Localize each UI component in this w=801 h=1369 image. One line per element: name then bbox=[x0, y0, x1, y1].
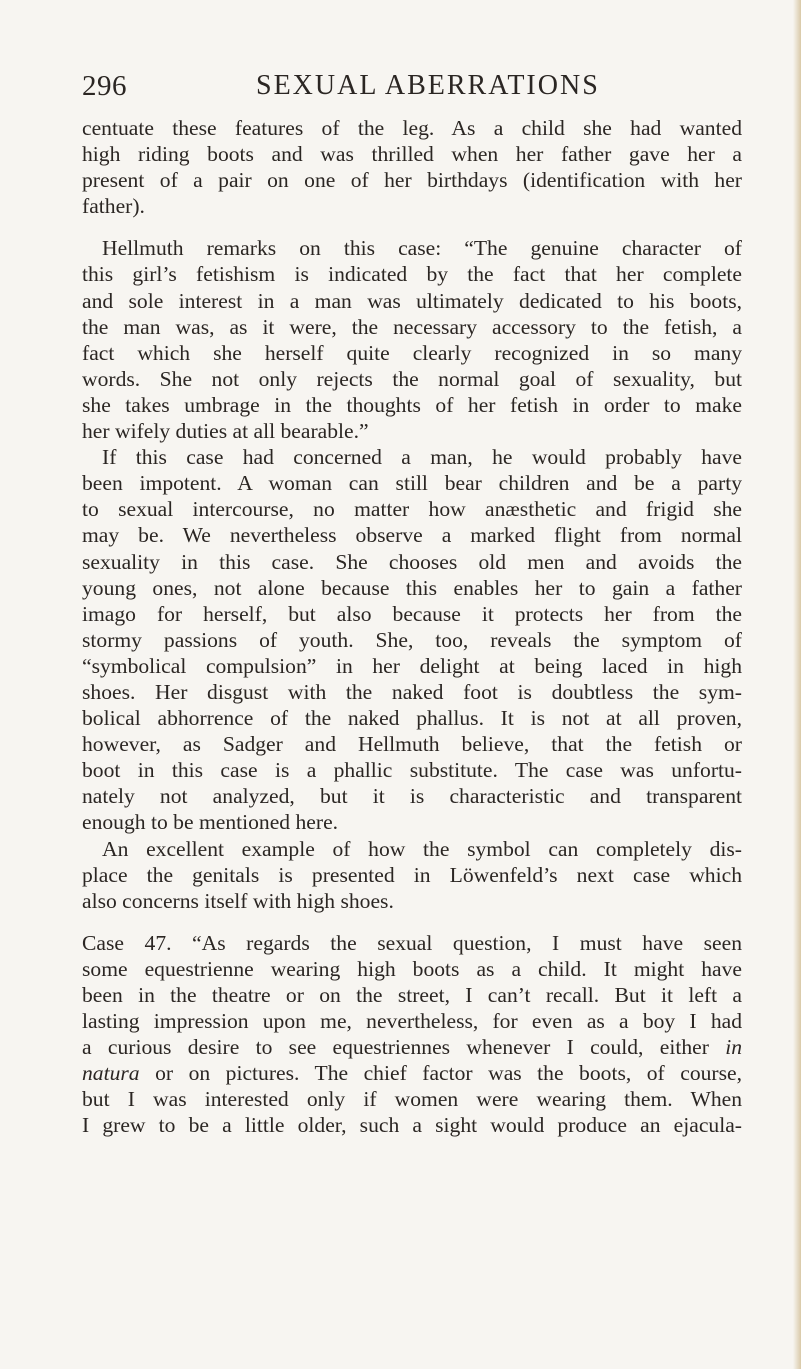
text-line: bolical abhorrence of the naked phallus. It is not at all proven, bbox=[82, 706, 742, 731]
italic-text: in bbox=[725, 1035, 742, 1060]
text-line: If this case had concerned a man, he would probably have bbox=[102, 445, 742, 470]
text-segment: a curious desire to see equestriennes whenever I could, either bbox=[82, 1035, 709, 1060]
text-line: her wifely duties at all bearable.” bbox=[82, 419, 369, 444]
text-line: Case 47. “As regards the sexual question, I must have seen bbox=[82, 930, 742, 955]
paragraph-case-47 bbox=[82, 930, 742, 1139]
text-line: nately not analyzed, but it is characteristic and transparent bbox=[82, 784, 742, 809]
text-line: high riding boots and was thrilled when her father gave her a bbox=[82, 142, 742, 167]
text-line bbox=[82, 1034, 742, 1060]
text-line: the man was, as it were, the necessary accessory to the fetish, a bbox=[82, 314, 742, 339]
body-text bbox=[82, 115, 742, 1139]
text-line: and sole interest in a man was ultimately dedicated to his boots, bbox=[82, 288, 742, 313]
text-line: present of a pair on one of her birthdays (identification with her bbox=[82, 168, 742, 193]
text-line: may be. We nevertheless observe a marked flight from normal bbox=[82, 523, 742, 548]
text-line: also concerns itself with high shoes. bbox=[82, 888, 394, 913]
text-line: stormy passions of youth. She, too, reveals the symptom of bbox=[82, 627, 742, 652]
text-line bbox=[82, 1060, 742, 1086]
text-line: centuate these features of the leg. As a child she had wanted bbox=[82, 116, 742, 140]
text-line: this girl’s fetishism is indicated by the fact that her complete bbox=[82, 262, 742, 287]
text-line: place the genitals is presented in Löwenfeld’s next case which bbox=[82, 862, 742, 887]
text-line: been impotent. A woman can still bear children and be a party bbox=[82, 471, 742, 496]
running-title: SEXUAL ABERRATIONS bbox=[256, 70, 600, 101]
paragraph bbox=[82, 115, 742, 219]
text-line: imago for herself, but also because it protects her from the bbox=[82, 601, 742, 626]
text-line: however, as Sadger and Hellmuth believe, that the fetish or bbox=[82, 732, 742, 757]
text-line: shoes. Her disgust with the naked foot is doubtless the sym- bbox=[82, 679, 742, 704]
text-line: but I was interested only if women were wearing them. When bbox=[82, 1087, 742, 1112]
text-line: father). bbox=[82, 194, 145, 219]
text-line: words. She not only rejects the normal goal of sexuality, but bbox=[82, 366, 742, 391]
text-line: been in the theatre or on the street, I can’t recall. But it left a bbox=[82, 983, 742, 1007]
italic-text: natura bbox=[82, 1061, 140, 1086]
text-line: “symbolical compulsion” in her delight at being laced in high bbox=[82, 653, 742, 678]
text-line: boot in this case is a phallic substitute. The case was unfortu- bbox=[82, 758, 742, 783]
text-line: Hellmuth remarks on this case: “The genuine character of bbox=[102, 236, 742, 261]
text-line: she takes umbrage in the thoughts of her fetish in order to make bbox=[82, 392, 742, 417]
text-line: enough to be mentioned here. bbox=[82, 810, 339, 835]
page-number: 296 bbox=[82, 70, 127, 102]
text-line: I grew to be a little older, such a sight would produce an ejacula- bbox=[82, 1113, 742, 1138]
paragraph bbox=[82, 235, 742, 444]
text-line: sexuality in this case. She chooses old men and avoids the bbox=[82, 549, 742, 574]
page-header bbox=[82, 70, 742, 114]
paragraph bbox=[82, 836, 742, 914]
text-line: An excellent example of how the symbol can completely dis- bbox=[102, 836, 742, 861]
text-line: to sexual intercourse, no matter how anæsthetic and frigid she bbox=[82, 497, 742, 522]
text-segment: or on pictures. The chief factor was the boots, of course, bbox=[139, 1061, 742, 1086]
text-line: young ones, not alone because this enables her to gain a father bbox=[82, 575, 742, 600]
text-line: some equestrienne wearing high boots as a child. It might have bbox=[82, 956, 742, 981]
page-edge bbox=[793, 0, 801, 1369]
paragraph bbox=[82, 444, 742, 835]
text-line: lasting impression upon me, nevertheless, for even as a boy I had bbox=[82, 1009, 742, 1034]
text-line: fact which she herself quite clearly recognized in so many bbox=[82, 340, 742, 365]
